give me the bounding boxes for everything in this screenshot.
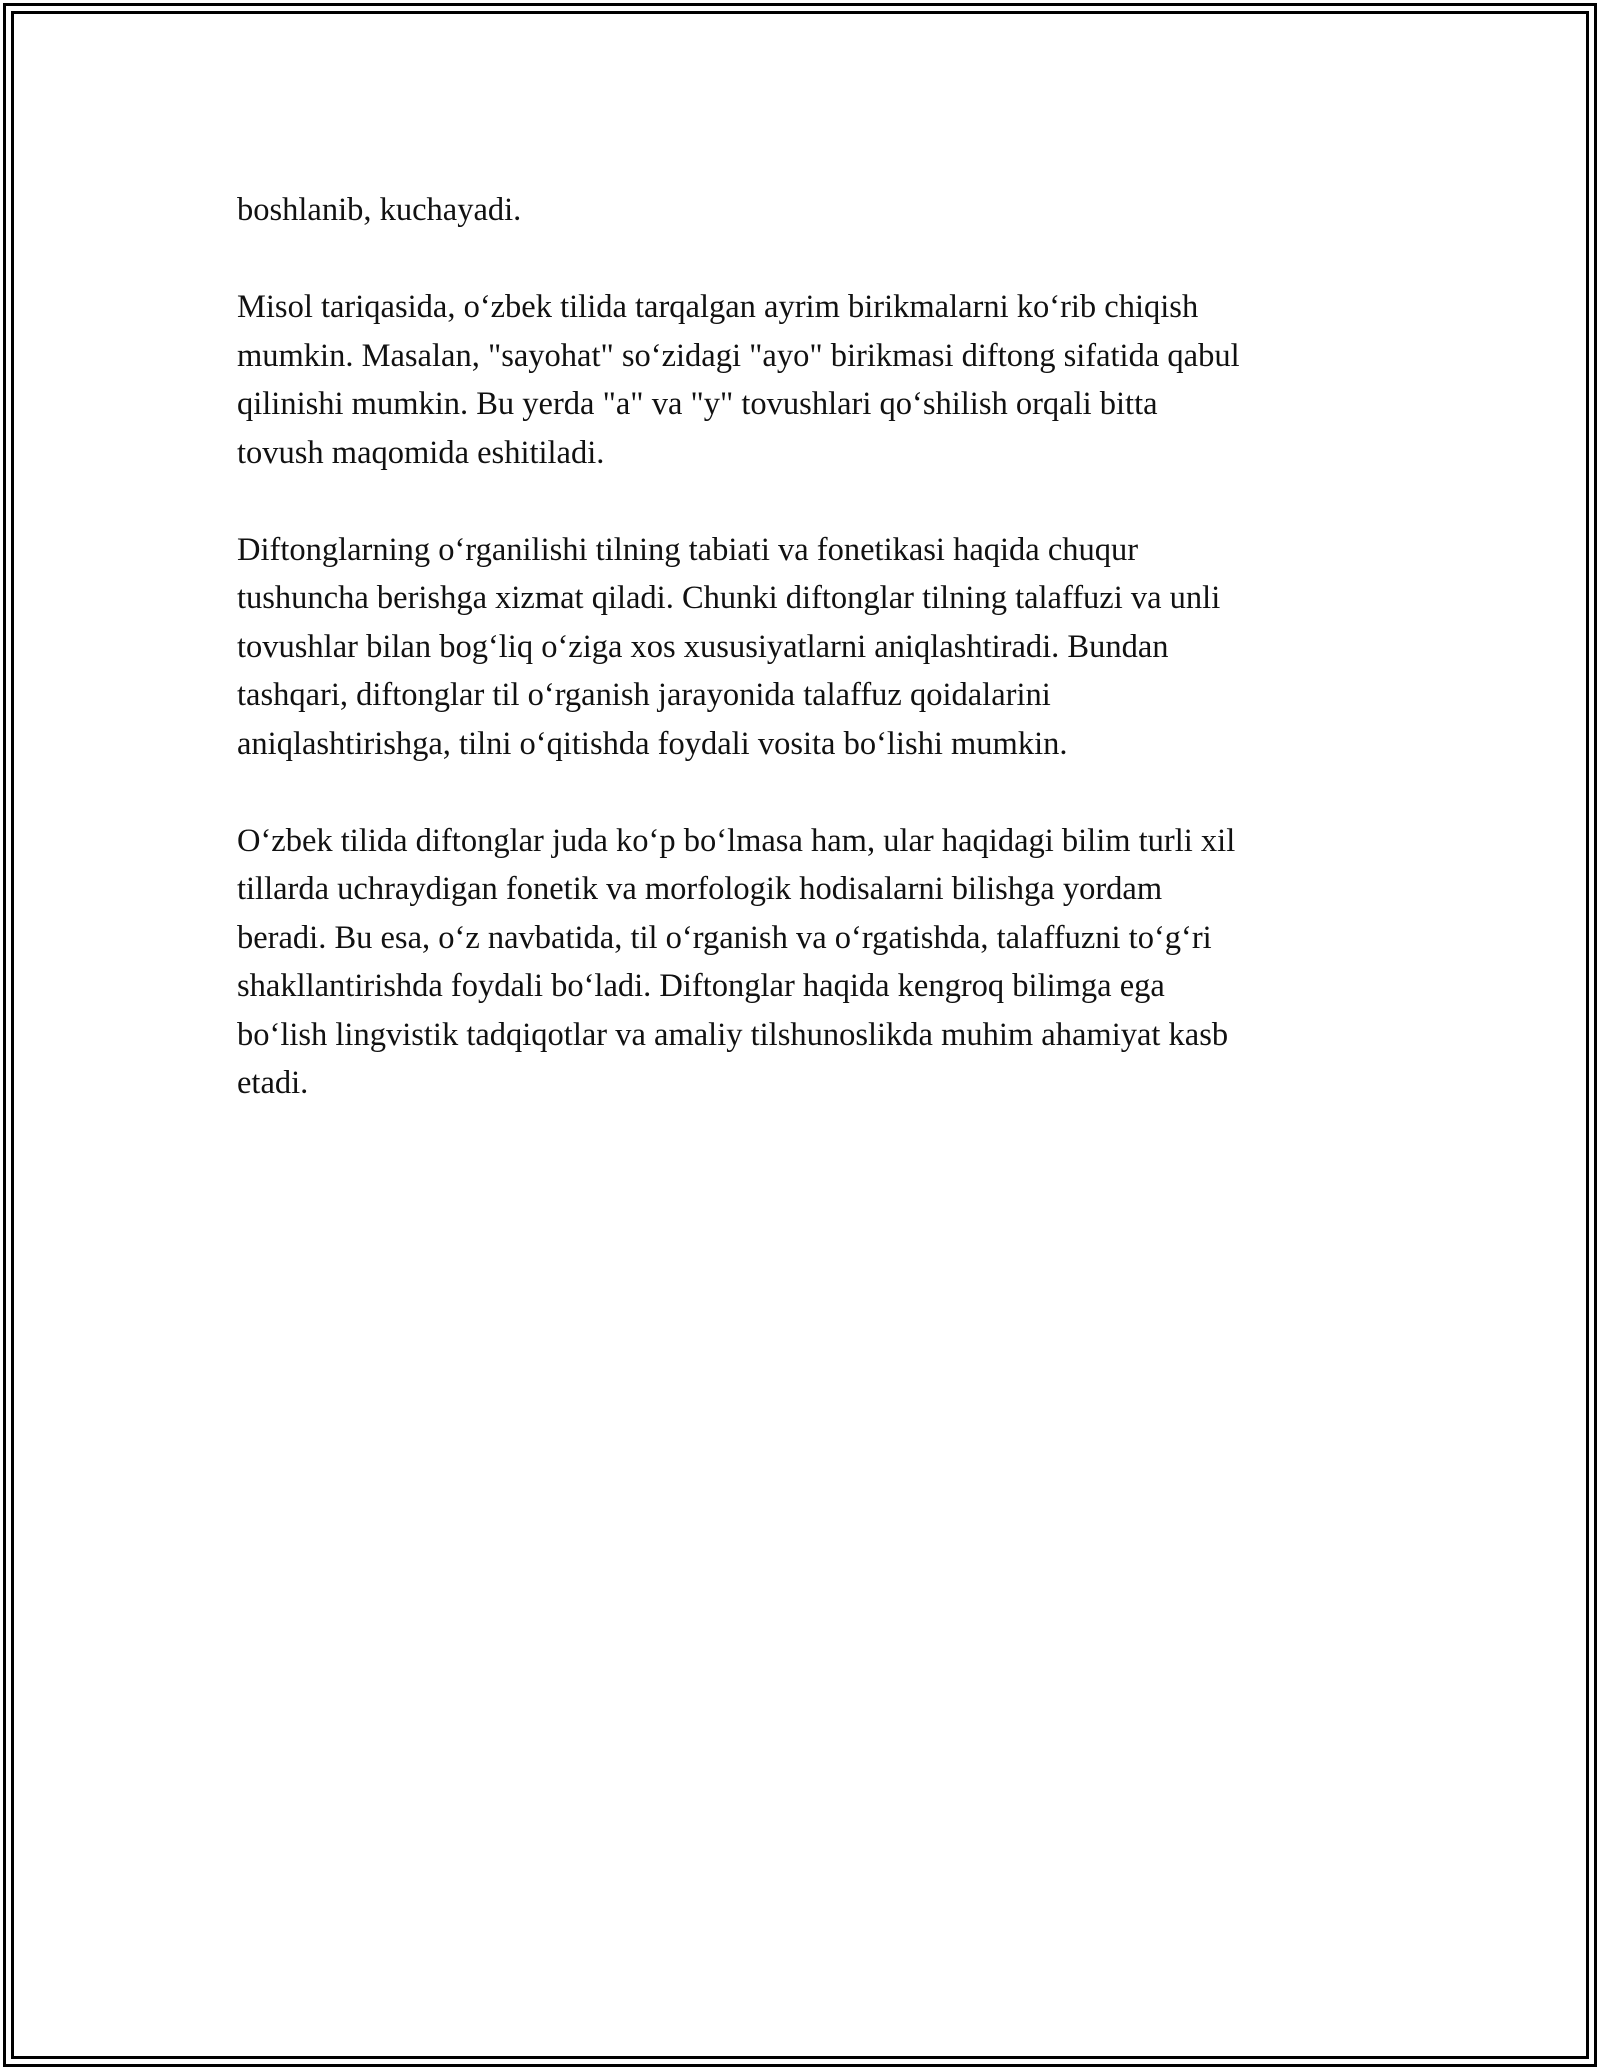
paragraph-2: Misol tariqasida, o‘zbek tilida tarqalgan ayrim birikmalarni ko‘rib chiqish mumkin. Masalan, "sayohat" so‘zidagi "ayo" birikmasi diftong sifatida qabul qilinishi mumkin. Bu yerda "a" va "y" tovushlari qo‘shilish orqali bitta tovush maqomida eshitiladi. (237, 289, 1240, 471)
document-body (237, 186, 1407, 1156)
page-inner-border (11, 11, 1589, 2059)
paragraph-1: boshlanib, kuchayadi. (237, 192, 522, 228)
paragraph-3: Diftonglarning o‘rganilishi tilning tabiati va fonetikasi haqida chuqur tushuncha berishga xizmat qiladi. Chunki diftonglar tilning talaffuzi va unli tovushlar bilan bog‘liq o‘ziga xos xususiyatlarni aniqlashtiradi. Bundan tashqari, diftonglar til o‘rganish jarayonida talaffuz qoidalarini aniqlashtirishga, tilni o‘qitishda foydali vosita bo‘lishi mumkin. (237, 531, 1221, 762)
paragraph-4: O‘zbek tilida diftonglar juda ko‘p bo‘lmasa ham, ular haqidagi bilim turli xil tillarda uchraydigan fonetik va morfologik hodisalarni bilishga yordam beradi. Bu esa, o‘z navbatida, til o‘rganish va o‘rgatishda, talaffuzni to‘g‘ri shakllantirishda foydali bo‘ladi. Diftonglar haqida kengroq bilimga ega bo‘lish lingvistik tadqiqotlar va amaliy tilshunoslikda muhim ahamiyat kasb etadi. (237, 822, 1236, 1101)
page-outer-border (3, 3, 1597, 2067)
